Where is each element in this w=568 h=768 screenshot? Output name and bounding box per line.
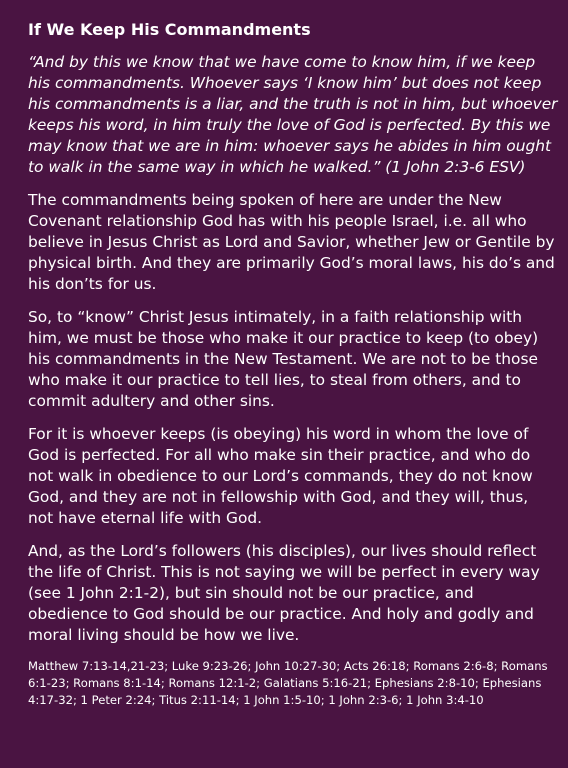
- paragraph-4: And, as the Lord’s followers (his disciples), our lives should reflect the life of Christ. This is not saying we will be perfect in every way (see 1 John 2:1-2), but sin should not be our practice, and obedience to God should be our practice. And holy and godly and moral living should be how we live.: [28, 542, 540, 644]
- paragraph-3: For it is whoever keeps (is obeying) his word in whom the love of God is perfected. For all who make sin their practice, and who do not walk in obedience to our Lord’s commands, they do not know God, and they are not in fellowship with God, and they will, thus, not have eternal life with God.: [28, 425, 533, 527]
- page-title: If We Keep His Commandments: [28, 20, 311, 39]
- paragraph-2: So, to “know” Christ Jesus intimately, in a faith relationship with him, we must be those who make it our practice to keep (to obey) his commandments in the New Testament. We are not to be those who make it our practice to tell lies, to steal from others, and to commit adultery and other sins.: [28, 308, 539, 410]
- paragraph-1: The commandments being spoken of here are under the New Covenant relationship God has with his people Israel, i.e. all who believe in Jesus Christ as Lord and Savior, whether Jew or Gentile by physical birth. And they are primarily God’s moral laws, his do’s and his don’ts for us.: [28, 191, 555, 293]
- scripture-quote: “And by this we know that we have come to know him, if we keep his commandments. Whoever says ‘I know him’ but does not keep his commandments is a liar, and the truth is not in him, but whoever keeps his word, in him truly the love of God is perfected. By this we may know that we are in him: whoever says he abides in him ought to walk in the same way in which he walked.” (1 John 2:3-6 ESV): [28, 53, 558, 176]
- scripture-references: Matthew 7:13-14,21-23; Luke 9:23-26; John 10:27-30; Acts 26:18; Romans 2:6-8; Romans 6:1-23; Romans 8:1-14; Romans 12:1-2; Galatians 5:16-21; Ephesians 2:8-10; Ephesians 4:17-32; 1 Peter 2:24; Titus 2:11-14; 1 John 1:5-10; 1 John 2:3-6; 1 John 3:4-10: [28, 659, 548, 707]
